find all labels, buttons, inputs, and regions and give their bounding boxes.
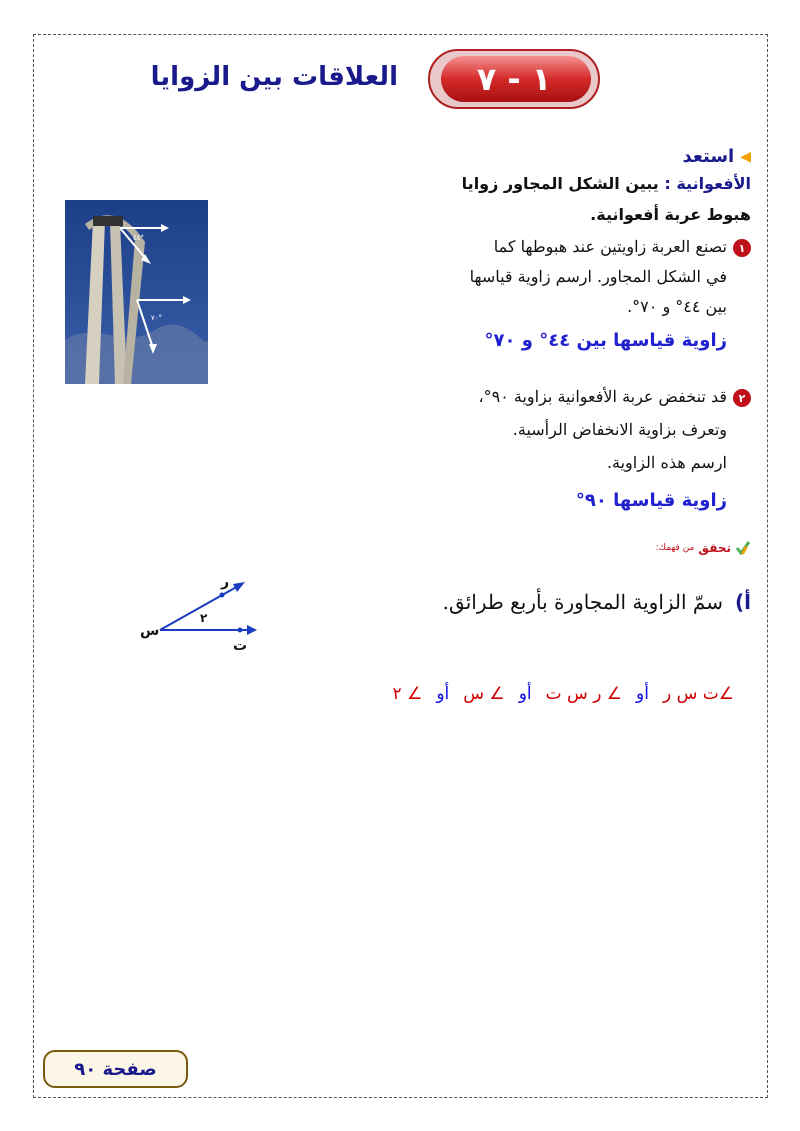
explore-header	[682, 146, 751, 167]
question-2-marker: ٢	[733, 389, 751, 407]
answer-4: ∠ ٢	[392, 684, 423, 704]
triangle-icon: ◀	[740, 148, 751, 165]
check-pencil-icon	[735, 540, 751, 556]
question-1-line-2: في الشكل المجاور. ارسم زاوية قياسها	[469, 267, 727, 286]
explore-label: استعد	[682, 146, 735, 167]
intro-keyword: الأفعوانية :	[664, 174, 751, 193]
answer-or-1: أو	[636, 684, 649, 704]
endpoint-label-1: ر	[221, 574, 230, 590]
exercise-marker: أ)	[735, 590, 751, 614]
check-subtitle: من فهمك:	[655, 543, 695, 553]
check-title: تحقق	[698, 541, 731, 555]
intro-line-2: هبوط عربة أفعوانية.	[590, 205, 751, 224]
question-1-line-3: بين ٤٤° و ٧٠°.	[627, 297, 727, 316]
answer-or-3: أو	[436, 684, 450, 704]
answer-2: ∠ ر س ت	[545, 684, 623, 704]
check-understanding-header	[656, 540, 751, 556]
answer-or-2: أو	[518, 684, 532, 704]
answers-row	[393, 684, 734, 704]
answer-1: ∠ت س ر	[662, 684, 734, 704]
page-frame	[33, 34, 768, 1098]
answer-3: ∠ س	[463, 684, 505, 704]
question-1-answer: زاوية قياسها بين ٤٤° و ٧٠°	[484, 330, 727, 351]
page-number: صفحة ٩٠	[43, 1050, 188, 1088]
lesson-number: ١ - ٧	[476, 60, 552, 98]
question-1-line-1: تصنع العربة زاويتين عند هبوطها كما	[493, 237, 727, 256]
exercise-text: سمّ الزاوية المجاورة بأربع طرائق.	[442, 590, 723, 614]
question-2-line-2: وتعرف بزاوية الانخفاض الرأسية.	[512, 420, 727, 439]
photo-angle-top: ٤٤°	[133, 234, 145, 242]
photo-angle-bottom: ٧٠°	[151, 314, 163, 322]
vertex-label: س	[140, 623, 160, 639]
exercise-a	[443, 590, 751, 614]
explore-intro	[462, 174, 751, 193]
lesson-title: العلاقات بين الزوايا	[150, 62, 398, 92]
question-2-line-1: قد تنخفض عربة الأفعوانية بزاوية ٩٠°،	[478, 387, 727, 406]
question-1-marker: ١	[733, 239, 751, 257]
question-2-line-3: ارسم هذه الزاوية.	[606, 453, 727, 472]
question-2-answer: زاوية قياسها ٩٠°	[575, 490, 727, 511]
intro-text: يبين الشكل المجاور زوايا	[461, 174, 665, 193]
endpoint-label-2: ت	[233, 638, 248, 654]
roller-coaster-photo	[65, 200, 208, 384]
angle-diagram	[135, 570, 275, 655]
angle-number-label: ٢	[200, 611, 208, 625]
